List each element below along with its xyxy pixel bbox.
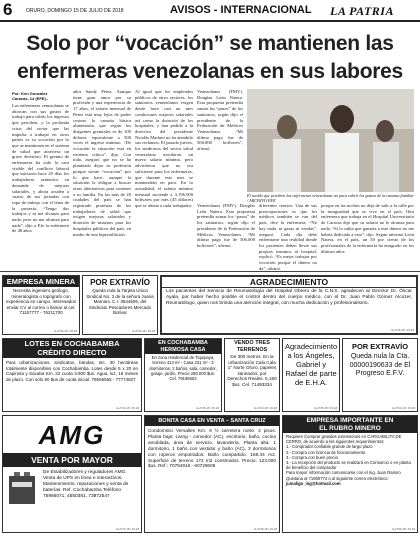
ad-lotes-title-line1: LOTES EN COCHABAMBA	[24, 339, 120, 348]
ad-rubro-title-line1: EMPRESA IMPORTANTE EN	[306, 417, 394, 424]
ad-casa-title-line2: HERMOSA CASA	[160, 346, 206, 353]
ad-rubro-title-line2: EL RUBRO MINERO	[319, 424, 381, 432]
ad-code: E-2715-18 / 15-18	[196, 406, 219, 410]
ad-por-extravio-1	[82, 275, 158, 335]
ad-terrenos-text: De 300 metros. En la urbanización Cala Cala 1° Norte Oruro, papeles saneados, por Derechos Reales. 6.150 $us. Cel. 71493334	[227, 354, 277, 387]
headline-line1: Solo por “vocación” se mantienen las	[26, 32, 394, 55]
ad-por-extravio-2	[342, 338, 418, 412]
ad-casa-cochabamba	[144, 338, 222, 412]
ad-rubro-item: 4.- La recepción del producto se realizará en Consorcio o en planta de beneficio del comprador	[286, 460, 411, 471]
article-column-3: Al igual que los empleados públicos de otros sectores, los sanitarios venezolanos exigen desde hace casi un mes condiciones mejores salariales así como la dotación de los hospitales, y han pedido a la directiva del presidente Nicolás Maduro no ha atendido sus reclamos. El pasado jueves, los sindicatos del sector salud venezolano acordaron un nuevo salario mínimo, pero advirtieron que no era suficiente para los enfermeros, que durante este mes se mantendrán en paro. En lo actualidad, el salario mínimo mensual asciende a 3.196.000 bolívares por mes (45 dólares) que se abona a cada trabajador.	[135, 89, 193, 209]
ad-amg-logo: AMG	[38, 420, 106, 450]
ad-rubro-title	[283, 416, 417, 433]
ad-amg	[2, 415, 142, 533]
ad-code: E-2734-18 / 18-18	[54, 329, 77, 333]
ad-angeles-text: Agradecimiento a los Ángeles, Gabriel y Rafael de parte de E.H.A.	[285, 342, 338, 387]
photo-caption: El sueldo que perciben las enfermeras venezolanas no para cubrir los gastos de la canasta familiar / ARCHIVO EFE	[247, 193, 414, 203]
ad-code: E-2729-18 / 15-18	[254, 527, 277, 531]
page-number: 6	[3, 0, 13, 19]
byline-name: Por: Ken González	[12, 91, 48, 96]
ad-agradecimiento-angeles	[282, 338, 340, 412]
ad-bonita-casa-title: BONITA CASA EN VENTA – SANTA CRUZ	[145, 416, 279, 426]
ad-code: E-2735-18 / 15-18	[314, 406, 337, 410]
byline-place: Caracas, 14 (EFE).-	[12, 96, 49, 101]
ad-code: E-2732-18 / 15-18	[132, 329, 155, 333]
ad-casa-title-line1: EN COCHABAMBA	[158, 340, 208, 346]
article-column-2: años Sandy Pérez. Aunque tiene gran amor por su profesión y una experiencia de 17 años, el salario mensual de Pérez está muy lejos de poder costear la canasta básica alimentaria, que según los dirigentes gremiales es de 100 dólares, equivalente a 500 veces el ingreso mínimo. “De vocación la situación está en extremo crítica”, dijo. Con todo, aseguró que no se ha planteado dejar su profesión porque siente “vocación” por lo que hace, aunque la situación la obligue a buscar otras alternativas para sostener a su familia. En las más de 20 ciudades del país se han registrado protestas de los trabajadores de salud que exigen mejoras salariales y dotación de insumos para los hospitales públicos del país, en medio de una hiperinflación.	[73, 89, 131, 237]
newspaper-logo: LA PATRIA	[330, 4, 394, 18]
ad-empresa-minera-title: EMPRESA MINERA	[3, 276, 79, 287]
ad-agradecimiento	[160, 275, 418, 335]
ad-por-extravio-1-title: POR EXTRAVÍO	[90, 278, 150, 287]
article-column-5: diferentes centros. Una de sus preocupaciones es que los médicos también se van del país, dice la enfermera. “No hay nada, ni gasas ni vendas”, aseguró. Cada día debe enfrentarse una realidad donde los pacientes deben llevar sus propios insumos al hospital, explicó. “Es mejor trabajar por vocación porque el dinero no da”, afirmó.	[259, 203, 317, 271]
ad-casa-text: En zona residencial de Tiquipaya, terreno 413 m² - Casa 231 m² - 3 dormitorios, 2 baños, sala, comedor, garaje, jardín, Precio 280.000 $us. Cel. 79195553	[149, 355, 217, 382]
ad-empresa-rubro-minero	[282, 415, 418, 533]
article-column-4: Venezolanos (FMV), Douglas León Natera. Esta propuesta pretendía sumar los “pasos” de los sanitarios, según dijo el presidente de la Federación de Médicos Venezolanos. “Mi último pago fue de 506.000 bolívares”, afirmó.	[197, 203, 255, 248]
battery-icon	[6, 470, 40, 506]
headline-line2: enfermeras venezolanas en sus labores	[17, 60, 403, 83]
ad-amg-title: VENTA POR MAYOR	[3, 453, 141, 467]
ad-rubro-item: 2.- Compra con licencia de funcionamiento	[286, 449, 366, 455]
ad-code: E-2716-18 / 15-18	[391, 328, 414, 332]
ad-rubro-contact: Para mayor información comunicarse con el Ing. Juan Ramiro Quintana al 71900774 o al siguiente correo electrónico:	[286, 470, 401, 481]
ad-lotes-cochabamba	[2, 338, 142, 412]
ad-empresa-minera-text: Necesita ingeniero geólogo, mineralogista o topógrafo con experiencia en campo. Interesados enviar CV al correo o llamar al cel. 71157777 - 76211700	[5, 288, 77, 316]
ad-code: E-2717-18 / 15-18	[116, 527, 139, 531]
ad-terrenos-title	[225, 340, 279, 353]
article-divider	[0, 271, 420, 272]
ad-casa-title	[145, 339, 221, 354]
nurses-photo-icon	[247, 89, 414, 192]
byline	[12, 91, 48, 101]
ad-code: E-2736-18 / 15-18	[392, 527, 415, 531]
ad-terrenos-title-line1: VENDO TRES	[234, 340, 270, 346]
ad-lotes-text: Para urbanizaciones, sindicatos, bandas, etc. 30 hectáreas totalmente disponibles con Cochabamba. Lotes desde 5 x 20 en Capinota y Sacaba Km. 22 cuota 3.900 $us. Agua, luz, 18 meses de plazo. Con sólo 50 $us de cuota inicial. 79555555 - 77774827	[6, 360, 138, 382]
article-column-1: Las enfermeras venezolanas se ahorcan con sus gastos de trabajo para cubrir los ingresos que perciben, y la profunda crisis del sector que las impulsa a trabajar en otros países es su vocación por lo que se mantienen en el sistema de salud que atraviesa un grave deterioro. El gremio de enfermeras ha sido la cara visible del conflicto laboral que iniciaron hace 20 días los trabajadores sanitarios en demanda de mejoras salariales, y ahora acuden a cuatro de sus jornadas con ropa de trabajo con el lema de la protesta. “Tengo dos trabajos y ni me alcanzo para nada, pero no me alcanza para nada”, dijo a Efe la enfermera de 48 años	[12, 103, 69, 234]
ad-rubro-body	[283, 433, 417, 487]
ad-rubro-item: 1.- Comprador confiable grande de largo plazo	[286, 444, 373, 450]
ad-bonita-casa-text: Condominio Versalles Km. 9 ½ carretera norte. 2 pisos. Planta baja: Living - comedor (AC), escritorio, baño, cocina amoblada, área de servicio, lavandería. Planta alta: 1 dormitorio, 1 baño con vestidor y baño (AC), 3 dormitorios con roperos empotrados. Baño compartido. 168.34 m2. Superficie de terreno 172 m2 construidos. Precio: 123.000 $us. Ref.: 70794916 - 60729608	[148, 428, 276, 469]
page-date: ORURO, DOMINGO 15 DE JULIO DE 2018	[26, 8, 124, 14]
ad-terrenos	[224, 338, 280, 412]
ad-lotes-title-line2: CRÉDITO DIRECTO	[37, 347, 107, 357]
section-title: AVISOS - INTERNACIONAL	[170, 4, 312, 16]
ad-rubro-email: jumaligo_ing@hotmail.com	[286, 480, 341, 486]
ad-rubro-item: 3.- Compra con buen precio	[286, 454, 338, 460]
ad-code: E-2720-18 / 15-18	[254, 406, 277, 410]
ad-agradecimiento-title: AGRADECIMIENTO	[162, 277, 416, 288]
ad-amg-text: De Estabilizadores y reguladores AMG. Venta de UPS en línea e interactivos. Mantenimiento, reparaciones y venta de baterías. Ref. Cochabamba Teléfono 75966071, 4550381, 73972547	[43, 470, 129, 499]
ad-bonita-casa	[144, 415, 280, 533]
ad-por-extravio-2-title: POR EXTRAVÍO	[351, 342, 409, 351]
ad-por-extravio-2-text: Queda nula la Cta. 00000190633 de El Progreso E.F.V.	[349, 353, 411, 377]
ad-agradecimiento-text: Los pacientes del Servicio de Reumatología del Hospital Obrero de la C.N.S. agradecen al Director Dr. Óscar Ayala, por haber hecho posible el control dentro del cuerpo médico, con el Dr. Juan Pablo Gómez Alcozer, Reumatólogo, quien nos brinda una atención integral, con mucha dedicación y profesionalismo.	[166, 289, 412, 306]
ad-lotes-title	[3, 339, 141, 358]
ad-code: E-2714-18 / 15-18	[116, 406, 139, 410]
ad-code: E-2733-18 / 15-18	[392, 406, 415, 410]
ad-empresa-minera	[2, 275, 80, 335]
ad-terrenos-title-line2: TERRENOS	[236, 346, 268, 353]
article-column-6: porque en las noches no deja de salir a la calle por la inseguridad que se vive en el país. Otra enfermera que trabaja en el Hospital Universitario de Caracas dijo que su salario no le alcanza para nada. “Si lo sabía que ganaría a este dinero no me habría dedicado a esto”, dijo. Según informó León Natera, en el país, un 50 por ciento de los profesionales de la enfermería ha emigrado en los últimos años.	[321, 203, 414, 254]
ad-por-extravio-1-text: Queda nula la Tarjeta Única Sindical No. 3 de la señora Juana Mamani. C.I. 3544605, del Sindicato Pescadores Mercado Bolívar	[86, 288, 154, 316]
ad-rubro-intro: Requiere Comprar grandes extensiones en CARGABILITA DE CERRO, de acuerdo a los siguientes requerimientos:	[286, 434, 402, 445]
article-photo	[247, 89, 414, 192]
article-column-3b: Venezolanos (FMV), Douglas León Natera. Esta propuesta pretendía sumar los “pasos” de los sanitarios, según dijo el presidente de la Federación de Médicos Venezolanos. “Mi último pago fue de 506.000 bolívares”, afirmó.	[197, 89, 243, 152]
